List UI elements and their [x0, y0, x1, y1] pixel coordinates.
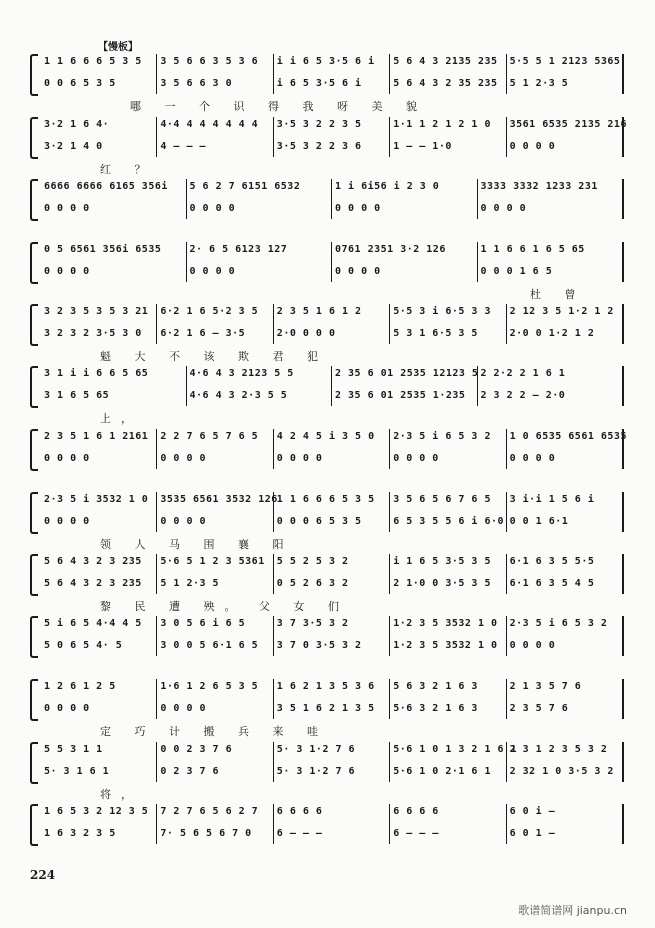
measure-lower: 1·2 3 5 3532 1 0 — [393, 640, 498, 651]
bar-line — [389, 492, 390, 532]
measure-upper: 5· 3 1·2 7 6 — [276, 744, 356, 755]
score-system — [30, 550, 626, 613]
measure-upper: 2 1 3 5 7 6 — [509, 681, 582, 692]
measure-lower: 5 1 2·3 5 — [160, 578, 220, 589]
measure-lower: 2 35 6 01 2535 1·235 — [335, 390, 466, 401]
measure-upper: 3 5 6 6 3 5 3 6 — [160, 56, 259, 67]
measure-lower: 3 2 3 2 3·5 3 0 — [44, 328, 142, 339]
measure-upper: 5·6 1 0 1 3 2 1 6 1 — [393, 744, 518, 755]
measure-upper: 2 12 3 5 1·2 1 2 — [509, 306, 614, 317]
bar-line — [389, 554, 390, 594]
page-number: 224 — [30, 868, 56, 882]
measure-upper: i i 6 5 3·5 6 i — [276, 56, 375, 67]
measure-lower: 5 6 4 3 2 3 235 — [44, 578, 142, 589]
measure-upper: 6 0 i — — [509, 806, 556, 817]
measure-lower: 0 0 0 0 — [509, 640, 556, 651]
measure-lower: 0 0 0 0 — [393, 453, 439, 464]
measure-lower: 0 0 0 6 5 3 5 — [276, 516, 362, 527]
bar-line — [506, 742, 507, 782]
score-system — [30, 362, 626, 425]
measure-upper: 3 5 6 5 6 7 6 5 — [393, 494, 491, 505]
measure-lower: 0 0 0 0 — [44, 453, 90, 464]
measure-upper: 5 5 2 5 3 2 — [276, 556, 349, 567]
measure-lower: 2 3 5 7 6 — [509, 703, 569, 714]
system-brace — [30, 679, 38, 721]
bar-line — [156, 742, 157, 782]
score-system — [30, 50, 626, 113]
measure-lower: 0 0 0 0 — [509, 453, 556, 464]
bar-line-end — [622, 117, 624, 157]
bar-line — [186, 242, 187, 282]
bar-line — [273, 304, 274, 344]
bar-line-end — [622, 492, 624, 532]
measure-lower: 0 0 0 0 — [44, 516, 90, 527]
measure-upper: 3 i·i 1 5 6 i — [509, 494, 595, 505]
measure-upper: 6 6 6 6 — [276, 806, 323, 817]
measure-lower: 0 5 2 6 3 2 — [276, 578, 349, 589]
bar-line — [506, 616, 507, 656]
measure-lower: 0 0 6 5 3 5 — [44, 78, 116, 89]
bar-line — [477, 366, 478, 406]
measure-lower: 0 0 0 0 — [160, 453, 207, 464]
measure-upper: 1 1 6 6 1 6 5 65 — [480, 244, 585, 255]
measure-upper: 1 0 6535 6561 6535 — [509, 431, 627, 442]
bar-line — [389, 804, 390, 844]
measure-upper: 5·5 5 1 2123 5365 — [509, 56, 621, 67]
bar-line — [331, 242, 332, 282]
measure-lower: 2 1·0 0 3·5 3 5 — [393, 578, 491, 589]
bar-line — [156, 679, 157, 719]
measure-upper: 1·6 1 2 6 5 3 5 — [160, 681, 259, 692]
score-system — [30, 612, 626, 672]
measure-lower: 3 5 1 6 2 1 3 5 — [276, 703, 375, 714]
measure-upper: 6 6 6 6 — [393, 806, 439, 817]
bar-line — [273, 804, 274, 844]
measure-upper: 3561 6535 2135 216 — [509, 119, 627, 130]
measure-upper: 3333 3332 1233 231 — [480, 181, 598, 192]
measure-lower: 6 0 1 — — [509, 828, 556, 839]
measure-upper: 2·3 5 i 6 5 3 2 — [393, 431, 491, 442]
measure-lower: 4 — — — — [160, 141, 207, 152]
bar-line — [273, 117, 274, 157]
measure-upper: 3535 6561 3532 126 — [160, 494, 278, 505]
lyrics-line: 哪 一 个 识 得 我 呀 美 貌 — [130, 100, 427, 113]
bar-line — [506, 804, 507, 844]
score-system — [30, 238, 626, 301]
measure-upper: 0 5 6561 356i 6535 — [44, 244, 162, 255]
lyrics-line: 领 人 马 围 襄 阳 — [100, 538, 294, 551]
score-system — [30, 800, 626, 860]
lyrics-line: 上， — [100, 412, 142, 425]
measure-upper: 5 6 4 3 2 3 235 — [44, 556, 142, 567]
bar-line — [506, 492, 507, 532]
measure-upper: 5 6 3 2 1 6 3 — [393, 681, 478, 692]
measure-upper: 2 2 7 6 5 7 6 5 — [160, 431, 259, 442]
bar-line — [389, 616, 390, 656]
score-system — [30, 488, 626, 551]
system-brace — [30, 304, 38, 346]
bar-line-end — [622, 742, 624, 782]
score-system — [30, 300, 626, 363]
measure-lower: 1 — — 1·0 — [393, 141, 452, 152]
measure-upper: 1 i 6i56 i 2 3 0 — [335, 181, 440, 192]
measure-lower: 0 0 0 0 — [44, 703, 90, 714]
bar-line — [156, 304, 157, 344]
measure-upper: 1·2 3 5 3532 1 0 — [393, 618, 498, 629]
bar-line — [506, 117, 507, 157]
bar-line — [186, 366, 187, 406]
measure-lower: i 6 5 3·5 6 i — [276, 78, 362, 89]
measure-lower: 0 0 0 0 — [160, 703, 207, 714]
measure-lower: 4·6 4 3 2·3 5 5 — [189, 390, 288, 401]
measure-upper: 2 3 1 2 3 5 3 2 — [509, 744, 608, 755]
measure-lower: 5· 3 1 6 1 — [44, 766, 110, 777]
lyrics-line: 黎 民 遭 殃。 父 女 们 — [100, 600, 349, 613]
bar-line-end — [622, 366, 624, 406]
measure-upper: i 1 6 5 3·5 3 5 — [393, 556, 491, 567]
measure-upper: 0 0 2 3 7 6 — [160, 744, 233, 755]
measure-lower: 0 0 0 1 6 5 — [480, 266, 553, 277]
bar-line — [389, 429, 390, 469]
measure-lower: 0 2 3 7 6 — [160, 766, 220, 777]
measure-lower: 0 0 0 0 — [276, 453, 323, 464]
lyrics-line: 将， — [100, 788, 142, 801]
measure-lower: 0 0 0 0 — [189, 203, 236, 214]
lyrics-line: 杜 曾 — [530, 288, 586, 301]
score-system — [30, 738, 626, 801]
bar-line — [389, 304, 390, 344]
bar-line — [389, 679, 390, 719]
bar-line — [273, 429, 274, 469]
measure-lower: 6 — — — — [276, 828, 323, 839]
measure-lower: 0 0 0 0 — [44, 203, 90, 214]
system-brace — [30, 804, 38, 846]
system-brace — [30, 117, 38, 159]
measure-lower: 2 32 1 0 3·5 3 2 — [509, 766, 614, 777]
measure-lower: 3 7 0 3·5 3 2 — [276, 640, 362, 651]
system-brace — [30, 179, 38, 221]
bar-line-end — [622, 54, 624, 94]
measure-upper: 2· 6 5 6123 127 — [189, 244, 288, 255]
measure-upper: 4·4 4 4 4 4 4 4 — [160, 119, 259, 130]
measure-lower: 5·6 1 0 2·1 6 1 — [393, 766, 491, 777]
bar-line — [156, 616, 157, 656]
measure-lower: 5· 3 1·2 7 6 — [276, 766, 356, 777]
lyrics-line: 定 巧 计 搬 兵 来 哇 — [100, 725, 328, 738]
measure-lower: 5·6 3 2 1 6 3 — [393, 703, 478, 714]
measure-lower: 2·0 0 0 0 — [276, 328, 336, 339]
bar-line-end — [622, 179, 624, 219]
measure-upper: 2 3 5 1 6 1 2161 — [44, 431, 149, 442]
measure-lower: 0 0 0 0 — [480, 203, 527, 214]
measure-lower: 2·0 0 1·2 1 2 — [509, 328, 595, 339]
bar-line — [156, 554, 157, 594]
measure-lower: 0 0 0 0 — [509, 141, 556, 152]
measure-upper: 1 2 6 1 2 5 — [44, 681, 116, 692]
measure-lower: 3 0 0 5 6·1 6 5 — [160, 640, 259, 651]
bar-line — [273, 679, 274, 719]
watermark: 歌谱简谱网 jianpu.cn — [518, 904, 627, 917]
measure-upper: 3 2 3 5 3 5 3 21 — [44, 306, 149, 317]
measure-upper: 4 2 4 5 i 3 5 0 — [276, 431, 375, 442]
score-system — [30, 175, 626, 235]
measure-upper: 2 2·2 2 1 6 1 — [480, 368, 566, 379]
measure-upper: 2·3 5 i 3532 1 0 — [44, 494, 149, 505]
measure-upper: 6·1 6 3 5 5·5 — [509, 556, 595, 567]
measure-upper: 5 5 3 1 1 — [44, 744, 103, 755]
bar-line-end — [622, 242, 624, 282]
bar-line — [273, 616, 274, 656]
bar-line — [186, 179, 187, 219]
bar-line-end — [622, 804, 624, 844]
measure-upper: 3 7 3·5 3 2 — [276, 618, 349, 629]
bar-line — [331, 366, 332, 406]
measure-upper: 1 6 5 3 2 12 3 5 — [44, 806, 149, 817]
bar-line — [506, 54, 507, 94]
score-system — [30, 113, 627, 176]
measure-lower: 5 6 4 3 2 35 235 — [393, 78, 498, 89]
measure-lower: 0 0 0 0 — [189, 266, 236, 277]
bar-line — [273, 54, 274, 94]
measure-lower: 7· 5 6 5 6 7 0 — [160, 828, 252, 839]
measure-upper: 2·3 5 i 6 5 3 2 — [509, 618, 608, 629]
bar-line — [389, 117, 390, 157]
measure-upper: 1 1 6 6 6 5 3 5 — [44, 56, 142, 67]
bar-line-end — [622, 679, 624, 719]
score-system — [30, 425, 626, 485]
system-brace — [30, 616, 38, 658]
bar-line — [156, 429, 157, 469]
measure-lower: 6 5 3 5 5 6 i 6·0 — [393, 516, 505, 527]
measure-upper: 7 2 7 6 5 6 2 7 — [160, 806, 259, 817]
bar-line — [156, 117, 157, 157]
system-brace — [30, 54, 38, 96]
bar-line — [477, 179, 478, 219]
measure-upper: 1 6 2 1 3 5 3 6 — [276, 681, 375, 692]
measure-lower: 6·1 6 3 5 4 5 — [509, 578, 595, 589]
measure-lower: 3·2 1 4 0 — [44, 141, 103, 152]
measure-lower: 6 — — — — [393, 828, 439, 839]
measure-lower: 0 0 0 0 — [44, 266, 90, 277]
bar-line — [477, 242, 478, 282]
bar-line-end — [622, 304, 624, 344]
measure-upper: 5·6 5 1 2 3 5361 — [160, 556, 265, 567]
bar-line — [389, 54, 390, 94]
bar-line-end — [622, 616, 624, 656]
tempo-mark: 【慢板】 — [98, 42, 138, 53]
system-brace — [30, 242, 38, 284]
measure-lower: 5 1 2·3 5 — [509, 78, 569, 89]
bar-line — [331, 179, 332, 219]
measure-lower: 3 1 6 5 65 — [44, 390, 110, 401]
system-brace — [30, 554, 38, 596]
measure-upper: 3·2 1 6 4· — [44, 119, 110, 130]
measure-upper: 2 35 6 01 2535 12123 5 — [335, 368, 479, 379]
measure-upper: 1 1 6 6 6 5 3 5 — [276, 494, 375, 505]
measure-lower: 0 0 0 0 — [160, 516, 207, 527]
measure-lower: 3 5 6 6 3 0 — [160, 78, 233, 89]
measure-lower: 6·2 1 6 — 3·5 — [160, 328, 246, 339]
measure-lower: 0 0 0 0 — [335, 266, 381, 277]
measure-lower: 1 6 3 2 3 5 — [44, 828, 116, 839]
measure-lower: 2 3 2 2 — 2·0 — [480, 390, 566, 401]
measure-upper: 3 0 5 6 i 6 5 — [160, 618, 246, 629]
bar-line — [506, 554, 507, 594]
bar-line-end — [622, 429, 624, 469]
measure-upper: 3·5 3 2 2 3 5 — [276, 119, 362, 130]
bar-line — [273, 492, 274, 532]
system-brace — [30, 742, 38, 784]
system-brace — [30, 366, 38, 408]
bar-line — [506, 429, 507, 469]
measure-upper: 5 6 2 7 6151 6532 — [189, 181, 301, 192]
bar-line — [506, 304, 507, 344]
bar-line — [273, 554, 274, 594]
system-brace — [30, 429, 38, 471]
measure-upper: 5 6 4 3 2135 235 — [393, 56, 498, 67]
bar-line — [506, 679, 507, 719]
bar-line — [156, 492, 157, 532]
measure-upper: 6·2 1 6 5·2 3 5 — [160, 306, 259, 317]
measure-lower: 0 0 1 6·1 — [509, 516, 569, 527]
measure-upper: 2 3 5 1 6 1 2 — [276, 306, 362, 317]
measure-upper: 6666 6666 6165 356i — [44, 181, 168, 192]
measure-upper: 0761 2351 3·2 126 — [335, 244, 446, 255]
measure-upper: 4·6 4 3 2123 5 5 — [189, 368, 294, 379]
measure-lower: 5 0 6 5 4· 5 — [44, 640, 123, 651]
measure-upper: 3 1 i i 6 6 5 65 — [44, 368, 149, 379]
bar-line — [156, 804, 157, 844]
system-brace — [30, 492, 38, 534]
score-system — [30, 675, 626, 738]
lyrics-line: 魁 大 不 该 欺 君 犯 — [100, 350, 328, 363]
measure-lower: 5 3 1 6·5 3 5 — [393, 328, 478, 339]
measure-upper: 1·1 1 2 1 2 1 0 — [393, 119, 491, 130]
bar-line — [389, 742, 390, 782]
measure-upper: 5·5 3 i 6·5 3 3 — [393, 306, 491, 317]
lyrics-line: 红 ？ — [100, 163, 156, 176]
measure-upper: 5 i 6 5 4·4 4 5 — [44, 618, 142, 629]
measure-lower: 3·5 3 2 2 3 6 — [276, 141, 362, 152]
bar-line-end — [622, 554, 624, 594]
bar-line — [156, 54, 157, 94]
measure-lower: 0 0 0 0 — [335, 203, 381, 214]
bar-line — [273, 742, 274, 782]
